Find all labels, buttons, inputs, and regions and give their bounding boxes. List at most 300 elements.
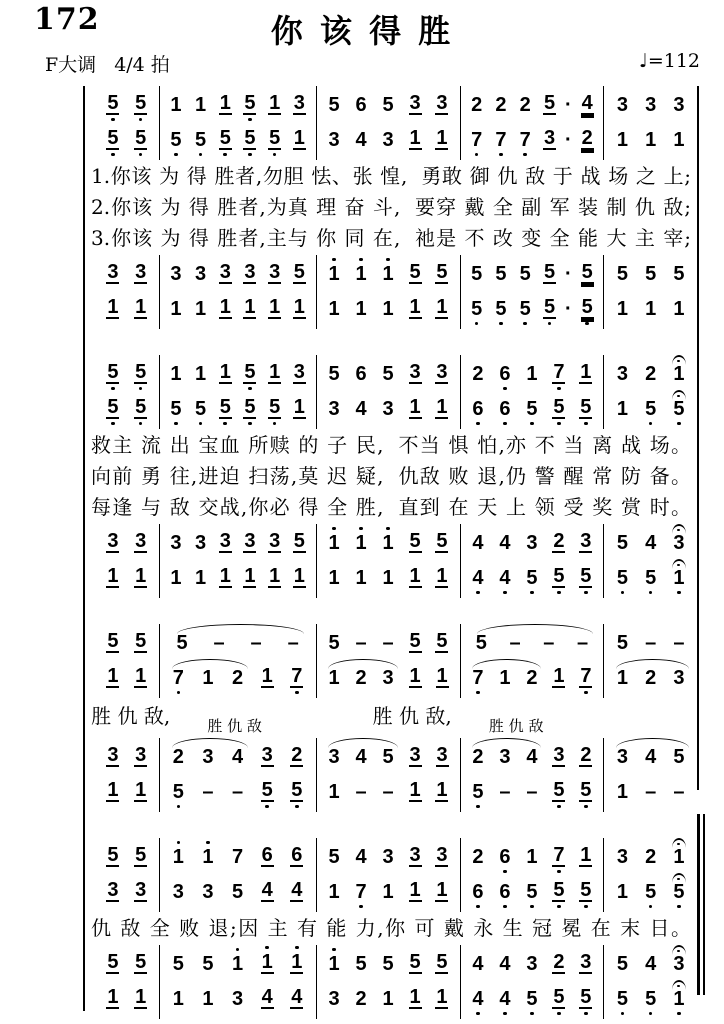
note	[429, 522, 456, 561]
note-lower-slot	[273, 419, 277, 427]
note	[164, 945, 194, 982]
note-number: 5	[135, 92, 147, 114]
notation-row	[321, 392, 456, 427]
note-number: 3	[328, 988, 340, 1010]
note	[665, 624, 693, 661]
notation-row	[321, 661, 456, 696]
note-number: 5	[107, 92, 119, 114]
octave-dot-below	[359, 905, 363, 909]
notation-row	[99, 840, 155, 875]
measure	[461, 838, 605, 912]
note	[99, 288, 127, 327]
note-number: 3	[232, 988, 244, 1010]
note-number: –	[213, 632, 225, 654]
note-upper-slot	[672, 838, 686, 847]
note-number: –	[645, 781, 657, 803]
octave-dot-below	[248, 422, 252, 426]
notation-row	[465, 561, 600, 596]
notation-row	[99, 561, 155, 596]
note	[637, 659, 665, 696]
note-number: 3	[409, 361, 421, 383]
note	[127, 736, 155, 775]
system-2-lyrics	[85, 429, 697, 524]
note	[287, 557, 312, 596]
note-lower-slot	[174, 419, 178, 427]
note	[465, 559, 492, 596]
note-lower-slot	[476, 1009, 480, 1017]
note-number: 1	[172, 988, 184, 1010]
note	[188, 390, 213, 427]
note	[193, 873, 223, 910]
note-number: 3	[526, 532, 538, 554]
note	[99, 978, 127, 1017]
octave-dot-below	[476, 422, 480, 426]
note-number: 1	[553, 665, 565, 687]
note	[262, 388, 287, 427]
note-number: 3	[261, 744, 273, 766]
note-number: 5	[107, 361, 119, 383]
octave-dot-below	[584, 1012, 588, 1016]
note-lower-slot	[475, 150, 479, 158]
note	[608, 121, 636, 158]
system-4	[85, 838, 697, 1019]
note-number: 1	[170, 567, 182, 589]
note-number: 1	[328, 263, 340, 285]
note-number: 1	[172, 846, 184, 868]
note	[545, 353, 572, 392]
note	[287, 522, 312, 561]
note-number: 5	[219, 127, 231, 149]
measure	[604, 86, 697, 160]
note	[375, 873, 402, 910]
note	[375, 738, 402, 775]
note-number: 5	[328, 94, 340, 116]
octave-dot-below	[548, 322, 552, 326]
note	[465, 390, 492, 427]
note-lower-slot	[523, 150, 527, 158]
notation-row	[465, 357, 600, 392]
octave-dot-below	[649, 905, 653, 909]
note	[375, 838, 402, 875]
note	[572, 557, 599, 596]
hymn-number: 172	[34, 2, 100, 37]
octave-dot-above	[386, 527, 390, 531]
note-lower-slot	[530, 419, 534, 427]
notation-row	[321, 123, 456, 158]
note	[193, 945, 223, 982]
note	[321, 121, 348, 158]
note-number: 1	[382, 532, 394, 554]
note	[429, 622, 456, 661]
note	[127, 253, 155, 292]
note-number: 1	[107, 986, 119, 1008]
note-number: 7	[172, 667, 184, 689]
notation-row	[321, 875, 456, 910]
note-number: 6	[355, 363, 367, 385]
notation-row	[465, 840, 600, 875]
measure	[317, 255, 461, 329]
note-lower-slot	[677, 1009, 681, 1017]
note	[321, 873, 348, 910]
note-lower-slot	[139, 150, 143, 158]
note-lower-slot	[649, 1009, 653, 1017]
note	[489, 86, 513, 123]
note	[575, 119, 599, 158]
note-lower-slot	[499, 319, 503, 327]
notation-row	[465, 123, 600, 158]
note	[637, 873, 665, 910]
note	[321, 980, 348, 1017]
notation-row	[99, 357, 155, 392]
note	[127, 84, 155, 123]
measure	[160, 524, 317, 598]
note-number: 4	[355, 129, 367, 151]
note-number: 1	[195, 567, 207, 589]
note	[252, 771, 282, 810]
note-number: 7	[580, 665, 592, 687]
note	[375, 773, 402, 810]
measure	[160, 355, 317, 429]
note-number: 5	[673, 263, 685, 285]
note	[637, 773, 665, 810]
note-number: 1	[355, 263, 367, 285]
note-lower-slot	[503, 588, 507, 596]
note-number: 1	[355, 567, 367, 589]
note	[572, 736, 599, 775]
note	[665, 121, 693, 158]
note-number: 5	[616, 988, 629, 1010]
note	[127, 943, 155, 982]
notation-row	[608, 392, 693, 427]
note-number: 5	[645, 567, 657, 589]
notation-row	[465, 740, 600, 775]
note	[518, 559, 545, 596]
note	[262, 353, 287, 392]
note-number: 1	[135, 986, 147, 1008]
note-upper-slot	[672, 980, 686, 989]
note	[238, 84, 263, 123]
system-4-soprano-alto-staff	[85, 838, 697, 912]
note-number: 3	[543, 127, 556, 149]
note	[287, 288, 312, 327]
notation-row	[608, 292, 693, 327]
note-number: 3	[436, 361, 448, 383]
note-number: 4	[291, 879, 303, 901]
note	[665, 738, 693, 775]
note-number: 5	[543, 296, 556, 318]
note	[572, 836, 599, 875]
note-number: 4	[472, 988, 484, 1010]
octave-dot-below	[174, 153, 178, 157]
note-upper-slot	[672, 355, 686, 364]
fermata-icon	[672, 980, 686, 989]
slur-arc	[321, 659, 402, 696]
note-number: 4	[472, 532, 484, 554]
note	[465, 121, 489, 158]
note	[562, 86, 575, 123]
note-number: 5	[580, 779, 592, 801]
octave-dot-above	[177, 841, 181, 845]
note-number: 3	[436, 744, 448, 766]
note	[402, 119, 429, 158]
note-number: 3	[244, 530, 256, 552]
note-number: 6	[355, 94, 367, 116]
notation-row	[608, 775, 693, 810]
note-number: 4	[355, 846, 367, 868]
measure	[160, 624, 317, 698]
note-number: 1	[409, 986, 421, 1008]
note	[608, 773, 636, 810]
note	[164, 738, 194, 775]
note-lower-slot	[677, 419, 681, 427]
note	[489, 121, 513, 158]
note-number: 7	[472, 667, 484, 689]
note-number: 5	[543, 92, 556, 114]
note-lower-slot	[677, 902, 681, 910]
note-number: 5	[409, 530, 421, 552]
slur-arc	[164, 738, 253, 775]
note-number: 2	[519, 94, 531, 116]
note	[637, 980, 665, 1017]
octave-dot-above	[386, 258, 390, 262]
note	[637, 355, 665, 392]
note-number: 1	[244, 565, 256, 587]
note	[491, 945, 518, 982]
note-number: 1	[436, 396, 448, 418]
note-number: –	[645, 632, 657, 654]
note-number: 5	[475, 632, 487, 654]
note	[287, 119, 312, 158]
note-number: 3	[409, 844, 421, 866]
note	[491, 355, 518, 392]
note-number: 1	[328, 881, 340, 903]
octave-dot-below	[265, 805, 269, 809]
note	[164, 255, 189, 292]
note	[348, 255, 375, 292]
note-number: 5	[382, 746, 394, 768]
note-number: 6	[472, 398, 484, 420]
measure	[85, 624, 160, 698]
measure	[461, 355, 605, 429]
notation-row	[164, 982, 312, 1017]
note-number: 3	[135, 530, 147, 552]
octave-dot-below	[199, 422, 203, 426]
note-number: 4	[291, 986, 303, 1008]
note	[402, 871, 429, 910]
system-4-lyrics	[85, 912, 697, 945]
note	[348, 290, 375, 327]
note	[491, 838, 518, 875]
note-number: 5	[526, 567, 538, 589]
note	[545, 978, 572, 1017]
note-number: 1	[409, 565, 421, 587]
note	[402, 771, 429, 810]
note-number: 1	[616, 298, 629, 320]
note	[321, 659, 348, 696]
notation-row	[99, 88, 155, 123]
note-lower-slot	[174, 150, 178, 158]
note	[637, 255, 665, 292]
note	[99, 736, 127, 775]
notation-row	[608, 740, 693, 775]
note-number: 2	[172, 746, 184, 768]
note-number: 5	[616, 953, 629, 975]
note-number: 4	[261, 879, 273, 901]
note	[513, 290, 537, 327]
note-number: 1	[107, 665, 119, 687]
key-time-signature	[45, 50, 170, 77]
note	[99, 388, 127, 427]
note-number: 1	[409, 127, 421, 149]
note-number: 2	[580, 744, 592, 766]
lyric-line: 1.你该 为 得 胜者,勿胆 怯、张 惶, 勇敢 御 仇 敌 于 战 场 之 上;	[91, 164, 691, 188]
notation-row	[321, 775, 456, 810]
note	[127, 388, 155, 427]
note-number: 5	[436, 530, 448, 552]
notation-row	[164, 257, 312, 292]
note-number: 3	[436, 92, 448, 114]
note-number: 1	[328, 567, 340, 589]
note	[213, 388, 238, 427]
note-upper-slot	[672, 873, 686, 882]
note	[238, 557, 263, 596]
note	[575, 84, 599, 123]
note-lower-slot	[584, 688, 588, 696]
note	[127, 522, 155, 561]
note-number: 1	[170, 363, 182, 385]
note	[164, 838, 194, 875]
note	[572, 353, 599, 392]
note	[287, 353, 312, 392]
note	[99, 557, 127, 596]
note	[193, 773, 223, 810]
measure	[85, 738, 160, 812]
note-number: 1	[673, 129, 685, 151]
note	[348, 838, 375, 875]
chorus-lyric-large: 胜 仇 敌,	[372, 704, 452, 728]
note-number: 5	[291, 779, 303, 801]
note-number: 3	[382, 129, 394, 151]
note-number: 2	[472, 746, 484, 768]
note	[489, 255, 513, 292]
notation-row	[321, 526, 456, 561]
notation-row	[465, 626, 600, 661]
note-number: 5	[195, 398, 207, 420]
note-number: 3	[244, 261, 256, 283]
note	[518, 773, 545, 810]
notation-row	[608, 982, 693, 1017]
note-number: 3	[293, 361, 305, 383]
note-number: 3	[107, 744, 119, 766]
note	[465, 659, 492, 696]
note	[575, 288, 599, 327]
system-1-lyrics	[85, 160, 697, 255]
note-number: 5	[382, 94, 394, 116]
note	[665, 945, 693, 982]
octave-dot-below	[503, 905, 507, 909]
note-number: 1	[616, 881, 629, 903]
note-number: 5	[645, 881, 657, 903]
note-number: ·	[565, 263, 572, 285]
note-lower-slot	[621, 588, 625, 596]
lyric-line: 向前 勇 往,进迫 扫荡,莫 迟 疑, 仇敌 败 退,仍 警 醒 常 防 备。	[91, 464, 691, 488]
note-lower-slot	[273, 150, 277, 158]
note	[127, 353, 155, 392]
note	[223, 980, 253, 1017]
note-number: 5	[293, 261, 305, 283]
note	[282, 943, 312, 982]
note-lower-slot	[499, 150, 503, 158]
note-number: 3	[107, 530, 119, 552]
note	[275, 624, 312, 661]
note-number: 5	[244, 127, 256, 149]
note	[575, 253, 599, 292]
note-number: 1	[409, 396, 421, 418]
notation-row	[608, 357, 693, 392]
note	[608, 355, 636, 392]
octave-dot-below	[223, 153, 227, 157]
note-number: 1	[195, 363, 207, 385]
note	[213, 557, 238, 596]
note-number: 5	[553, 779, 565, 801]
note	[164, 873, 194, 910]
note	[665, 290, 693, 327]
octave-dot-below	[621, 1012, 625, 1016]
note-lower-slot	[476, 802, 480, 810]
note-number: –	[250, 632, 262, 654]
note	[193, 980, 223, 1017]
note	[321, 945, 348, 982]
note	[99, 253, 127, 292]
note	[188, 255, 213, 292]
note	[252, 978, 282, 1017]
note-lower-slot	[557, 588, 561, 596]
note	[348, 355, 375, 392]
fermata-icon	[672, 838, 686, 847]
note-number: 1	[616, 781, 629, 803]
note-number: 2	[355, 667, 367, 689]
note-number: 1	[269, 296, 281, 318]
note-number: 1	[436, 665, 448, 687]
note-number: 1	[436, 779, 448, 801]
note-lower-slot	[584, 902, 588, 910]
slur-arc	[321, 738, 402, 775]
note	[375, 524, 402, 561]
chorus-system	[85, 624, 697, 812]
measure	[317, 624, 461, 698]
note	[188, 559, 213, 596]
note-number: 1	[269, 565, 281, 587]
note-number: 1	[135, 665, 147, 687]
note	[262, 119, 287, 158]
note	[665, 559, 693, 596]
note	[213, 253, 238, 292]
note	[608, 255, 636, 292]
note-lower-slot	[530, 1009, 534, 1017]
measure	[604, 838, 697, 912]
measure	[317, 524, 461, 598]
note	[572, 978, 599, 1017]
fermata-icon	[672, 945, 686, 954]
note-lower-slot	[248, 419, 252, 427]
note-number: 1	[202, 988, 214, 1010]
note-number: 5	[244, 396, 256, 418]
note	[375, 624, 402, 661]
note-lower-slot	[139, 419, 143, 427]
octave-dot-below	[476, 905, 480, 909]
note	[223, 838, 253, 875]
note-number: 5	[580, 879, 592, 901]
